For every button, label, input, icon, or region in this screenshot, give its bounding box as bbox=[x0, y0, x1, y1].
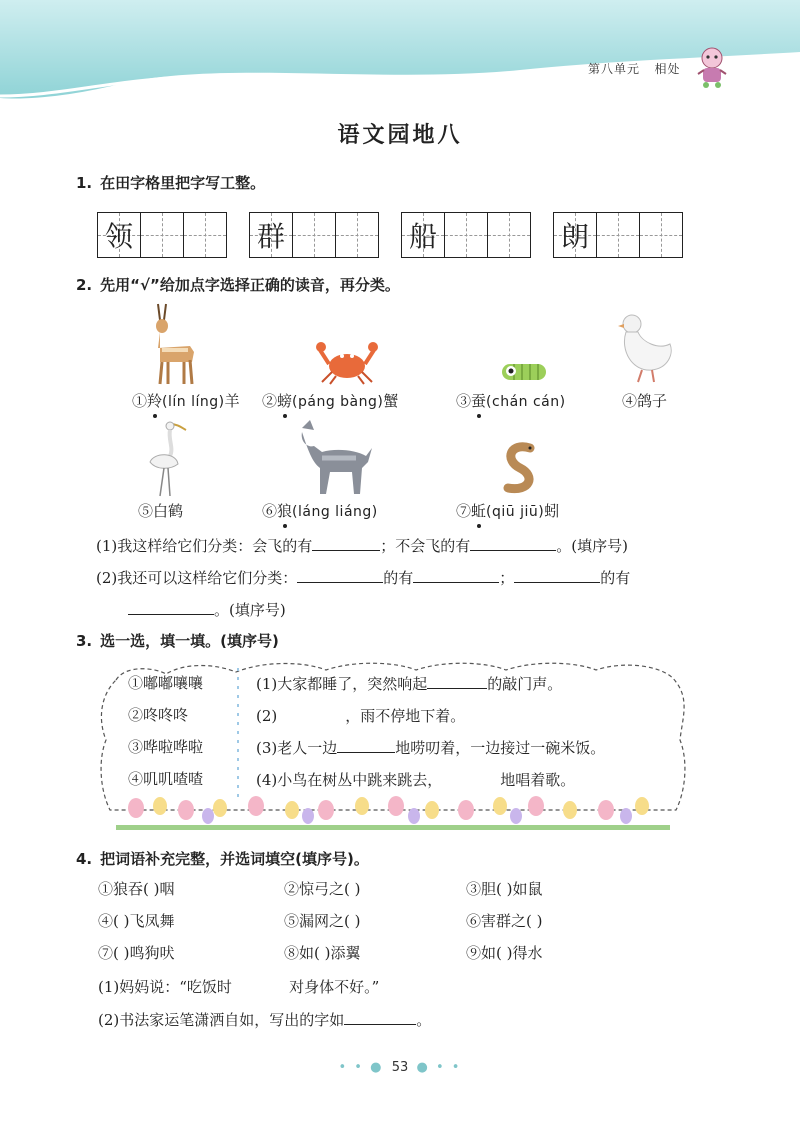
q2-sub2-text-b: 的有 bbox=[383, 569, 414, 587]
tianzige-group-3 bbox=[401, 212, 531, 258]
tianzige-cell[interactable] bbox=[444, 212, 487, 258]
q2-sub1-text-b: ；不会飞的有 bbox=[380, 537, 471, 555]
q3-sentence-4 bbox=[256, 768, 575, 790]
answer-blank[interactable] bbox=[427, 672, 487, 689]
wolf-icon bbox=[296, 418, 376, 496]
tianzige-cell bbox=[97, 212, 140, 258]
question-4-number: 4. bbox=[76, 850, 93, 868]
unit-title: 相处 bbox=[654, 62, 681, 76]
q2-sub2-text-d: 的有 bbox=[600, 569, 631, 587]
q3-s2-text-b: ，雨不停地下着。 bbox=[345, 707, 466, 725]
idiom-6[interactable]: ⑥害群之( ) bbox=[466, 912, 543, 930]
item-antelope bbox=[132, 390, 240, 411]
item-crane bbox=[138, 500, 183, 521]
q3-s2-text-a: (2) bbox=[256, 707, 278, 725]
q2-sub2-text-c: ； bbox=[499, 569, 515, 587]
question-4 bbox=[76, 848, 369, 869]
item-index: ⑥ bbox=[262, 502, 278, 520]
idiom-4[interactable]: ④( )飞凤舞 bbox=[98, 912, 175, 930]
question-2-number: 2. bbox=[76, 276, 93, 294]
item-earthworm bbox=[456, 500, 559, 521]
header-wave bbox=[0, 0, 800, 110]
q3-s4-text-b: 地唱着歌。 bbox=[500, 771, 576, 789]
tulip-border bbox=[116, 796, 670, 828]
dotted-character: 狼 bbox=[277, 502, 293, 520]
item-name: 白鹤 bbox=[153, 502, 184, 520]
item-index: ③ bbox=[456, 392, 472, 410]
item-index: ⑦ bbox=[456, 502, 472, 520]
decor-dots-right: ● • • bbox=[416, 1060, 462, 1075]
item-name: 鸽 bbox=[637, 392, 653, 410]
idiom-5[interactable]: ⑤漏网之( ) bbox=[284, 912, 361, 930]
tianzige-cell bbox=[249, 212, 292, 258]
page-number-value: 53 bbox=[391, 1060, 409, 1075]
tianzige-cell[interactable] bbox=[140, 212, 183, 258]
q4-sub1: (1)妈妈说：“吃饭时 对身体不好。” bbox=[98, 978, 380, 996]
tianzige-cell[interactable] bbox=[487, 212, 531, 258]
question-1-prompt: 在田字格里把字写工整。 bbox=[100, 174, 266, 192]
answer-blank[interactable] bbox=[514, 566, 600, 583]
item-rest: 子 bbox=[652, 392, 668, 410]
q2-sub2 bbox=[96, 566, 630, 588]
answer-blank[interactable] bbox=[344, 1008, 416, 1025]
q2-sub2-text-a: (2)我还可以这样给它们分类： bbox=[96, 569, 298, 587]
dotted-character: 螃 bbox=[277, 392, 293, 410]
answer-blank[interactable] bbox=[277, 704, 345, 721]
option-4: ④叽叽喳喳 bbox=[128, 770, 204, 788]
tianzige-group-2 bbox=[249, 212, 379, 258]
item-index: ⑤ bbox=[138, 502, 154, 520]
unit-number: 第八单元 bbox=[588, 62, 641, 76]
item-dove bbox=[622, 390, 667, 411]
decor-dots-left: • • ● bbox=[338, 1060, 384, 1075]
page-title: 语文园地八 bbox=[337, 122, 463, 148]
tianzige-cell bbox=[401, 212, 444, 258]
pinyin-options[interactable]: (qiū jiū) bbox=[486, 504, 545, 520]
idiom-8[interactable]: ⑧如( )添翼 bbox=[284, 944, 361, 962]
item-wolf bbox=[262, 500, 378, 521]
question-2 bbox=[76, 274, 400, 295]
answer-blank[interactable] bbox=[337, 736, 395, 753]
answer-blank[interactable] bbox=[470, 534, 556, 551]
q4-sub2-text-a: (2)书法家运笔潇洒自如，写出的字如 bbox=[98, 1011, 345, 1029]
mascot-icon bbox=[692, 44, 732, 88]
idiom-7[interactable]: ⑦( )鸣狗吠 bbox=[98, 944, 175, 962]
q2-sub2-cont bbox=[128, 598, 286, 620]
q3-s3-text-a: (3)老人一边 bbox=[256, 739, 338, 757]
pinyin-options[interactable]: (lín líng) bbox=[162, 394, 225, 410]
item-rest: 蟹 bbox=[383, 392, 399, 410]
tianzige-cell[interactable] bbox=[596, 212, 639, 258]
q3-s4-text-a: (4)小鸟在树丛中跳来跳去， bbox=[256, 771, 443, 789]
q3-s3-text-b: 地唠叨着，一边接过一碗米饭。 bbox=[395, 739, 606, 757]
tianzige-cell[interactable] bbox=[292, 212, 335, 258]
q2-sub1-text-a: (1)我这样给它们分类：会飞的有 bbox=[96, 537, 313, 555]
answer-blank[interactable] bbox=[413, 566, 499, 583]
antelope-icon bbox=[140, 302, 200, 388]
tianzige-group-1 bbox=[97, 212, 227, 258]
item-rest: 羊 bbox=[224, 392, 240, 410]
question-3-prompt: 选一选，填一填。(填序号) bbox=[100, 632, 279, 650]
item-index: ① bbox=[132, 392, 148, 410]
pinyin-options[interactable]: (láng liáng) bbox=[292, 504, 378, 520]
dove-icon bbox=[612, 310, 676, 386]
dotted-character: 蚯 bbox=[471, 502, 487, 520]
q3-s1-text-a: (1)大家都睡了，突然响起 bbox=[256, 675, 428, 693]
question-1 bbox=[76, 172, 265, 193]
unit-label bbox=[588, 60, 680, 77]
silkworm-icon bbox=[498, 358, 550, 386]
item-index: ④ bbox=[622, 392, 638, 410]
page-number bbox=[0, 1060, 800, 1075]
item-silkworm bbox=[456, 390, 566, 411]
tianzige-cell[interactable] bbox=[335, 212, 379, 258]
crab-icon bbox=[316, 336, 378, 386]
question-1-number: 1. bbox=[76, 174, 93, 192]
idiom-9[interactable]: ⑨如( )得水 bbox=[466, 944, 543, 962]
answer-blank[interactable] bbox=[297, 566, 383, 583]
pinyin-options[interactable]: (chán cán) bbox=[486, 394, 566, 410]
option-2: ②咚咚咚 bbox=[128, 706, 189, 724]
q3-s1-text-b: 的敲门声。 bbox=[487, 675, 563, 693]
idiom-1[interactable]: ①狼吞( )咽 bbox=[98, 880, 175, 898]
question-3-number: 3. bbox=[76, 632, 93, 650]
option-1: ①嘟嘟嚷嚷 bbox=[128, 674, 204, 692]
earthworm-icon bbox=[500, 440, 544, 496]
question-4-prompt: 把词语补充完整，并选词填空(填序号)。 bbox=[100, 850, 369, 868]
item-crab bbox=[262, 390, 398, 411]
tianzige-cell[interactable] bbox=[639, 212, 683, 258]
model-character: 船 bbox=[408, 220, 437, 253]
q3-sentence-1 bbox=[256, 672, 562, 694]
q4-sub2-text-b: 。 bbox=[416, 1011, 432, 1029]
option-3: ③哗啦哗啦 bbox=[128, 738, 204, 756]
tianzige-group-4 bbox=[553, 212, 683, 258]
model-character: 朗 bbox=[560, 220, 589, 253]
tianzige-cell bbox=[553, 212, 596, 258]
dotted-character: 羚 bbox=[147, 392, 163, 410]
item-index: ② bbox=[262, 392, 278, 410]
idiom-2[interactable]: ②惊弓之( ) bbox=[284, 880, 361, 898]
pinyin-options[interactable]: (páng bàng) bbox=[292, 394, 384, 410]
idiom-3[interactable]: ③胆( )如鼠 bbox=[466, 880, 543, 898]
answer-blank[interactable] bbox=[312, 534, 380, 551]
model-character: 群 bbox=[256, 220, 285, 253]
q4-sub2 bbox=[98, 1008, 431, 1030]
question-3 bbox=[76, 630, 279, 651]
answer-blank[interactable] bbox=[128, 598, 214, 615]
q2-sub1-text-c: 。(填序号) bbox=[556, 537, 628, 555]
q2-sub1 bbox=[96, 534, 628, 556]
crane-icon bbox=[140, 420, 188, 498]
answer-blank[interactable] bbox=[442, 768, 500, 785]
q3-sentence-3 bbox=[256, 736, 605, 758]
q3-sentence-2 bbox=[256, 704, 465, 726]
question-2-prompt: 先用“√”给加点字选择正确的读音，再分类。 bbox=[100, 276, 400, 294]
item-rest: 蚓 bbox=[544, 502, 560, 520]
dotted-character: 蚕 bbox=[471, 392, 487, 410]
model-character: 领 bbox=[104, 220, 133, 253]
q2-sub2-text-e: 。(填序号) bbox=[214, 601, 286, 619]
tianzige-cell[interactable] bbox=[183, 212, 227, 258]
